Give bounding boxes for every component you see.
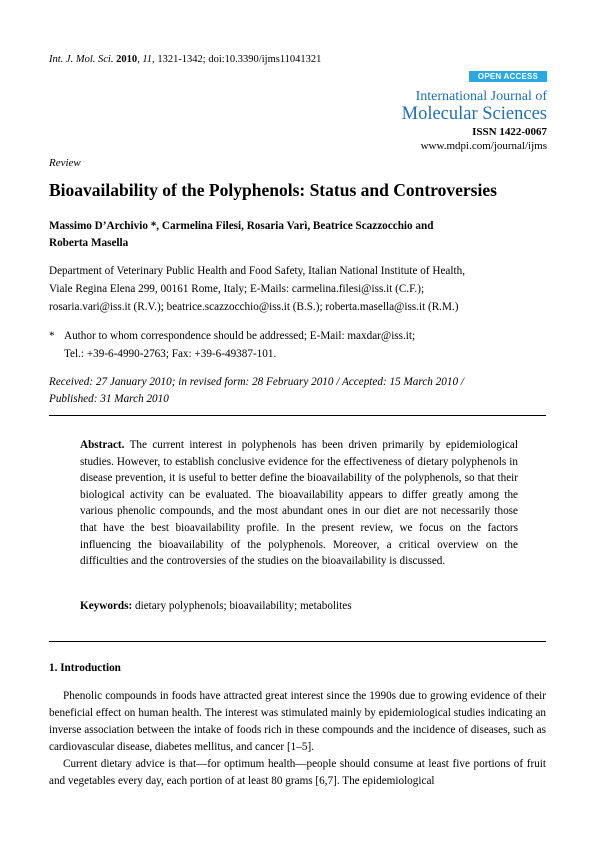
correspondence-star: * (49, 330, 55, 342)
keywords-label: Keywords: (80, 600, 133, 612)
dates (49, 374, 549, 408)
journal-website: www.mdpi.com/journal/ijms (420, 140, 547, 152)
journal-name-line1: International Journal of (415, 89, 547, 104)
citation-line: Int. J. Mol. Sci. 2010, 11, 1321-1342; doi:10.3390/ijms11041321 (49, 54, 322, 65)
correspondence (49, 327, 549, 363)
keywords-text: dietary polyphenols; bioavailability; metabolites (135, 600, 352, 612)
divider-top (49, 415, 546, 416)
section-heading: 1. Introduction (49, 662, 121, 674)
journal-name-line2: Molecular Sciences (401, 104, 547, 124)
authors (49, 218, 549, 252)
keywords (80, 600, 518, 612)
issn: ISSN 1422-0067 (472, 126, 547, 138)
affiliation-line2: Viale Regina Elena 299, 00161 Rome, Italy; E-Mails: carmelina.filesi@iss.it (C.F.); (49, 283, 425, 295)
affiliation-line1: Department of Veterinary Public Health and Food Safety, Italian National Institute of Health, (49, 265, 465, 277)
abstract (80, 437, 518, 570)
dates-line1: Received: 27 January 2010; in revised form: 28 February 2010 / Accepted: 15 March 2010 / (49, 376, 464, 388)
divider-bottom (49, 641, 546, 642)
correspondence-line2: Tel.: +39-6-4990-2763; Fax: +39-6-49387-101. (64, 348, 277, 360)
affiliation-line3: rosaria.vari@iss.it (R.V.); beatrice.scazzocchio@iss.it (B.S.); roberta.masella@iss.it (R.M.) (49, 301, 459, 313)
citation-volume: 11 (142, 54, 153, 65)
paragraph: Current dietary advice is that—for optimum health—people should consume at least five portions of fruit and vegetables every day, each portion of at least 80 grams [6,7]. The epidemiological (49, 758, 546, 787)
paragraph: Phenolic compounds in foods have attracted great interest since the 1990s due to growing evidence of their beneficial effect on human health. The interest was stimulated mainly by epidemiological studies indicating an inverse association between the intake of foods rich in these compounds and the incidence of diseases, such as cardiovascular disease, diabetes mellitus, and cancer [1–5]. (49, 690, 546, 753)
abstract-text: The current interest in polyphenols has been driven primarily by epidemiological studies. However, to establish conclusive evidence for the effectiveness of dietary polyphenols in disease prevention, it is useful to better define the bioavailability of the polyphenols, so that their biological activity can be evaluated. The bioavailability appears to differ greatly among the various phenolic compounds, and the most abundant ones in our diet are not necessarily those that have the best bioavailability profile. In the present review, we focus on the factors influencing the bioavailability of the polyphenols. Moreover, a critical overview on the difficulties and the controversies of the studies on the bioavailability is discussed. (80, 439, 518, 568)
article-type: Review (49, 157, 81, 169)
abstract-label: Abstract. (80, 439, 125, 451)
open-access-badge: OPEN ACCESS (469, 71, 547, 82)
correspondence-line1: Author to whom correspondence should be addressed; E-Mail: maxdar@iss.it; (64, 330, 416, 342)
citation-rest: , 1321-1342; doi:10.3390/ijms11041321 (152, 54, 322, 65)
authors-line1: Massimo D’Archivio *, Carmelina Filesi, Rosaria Varì, Beatrice Scazzocchio and (49, 220, 434, 232)
authors-line2: Roberta Masella (49, 237, 129, 249)
citation-journal: Int. J. Mol. Sci. (49, 54, 114, 65)
dates-line2: Published: 31 March 2010 (49, 393, 169, 405)
body-text (49, 688, 546, 790)
citation-year: 2010 (116, 54, 138, 65)
article-title: Bioavailability of the Polyphenols: Status and Controversies (49, 180, 497, 200)
affiliation (49, 262, 549, 316)
